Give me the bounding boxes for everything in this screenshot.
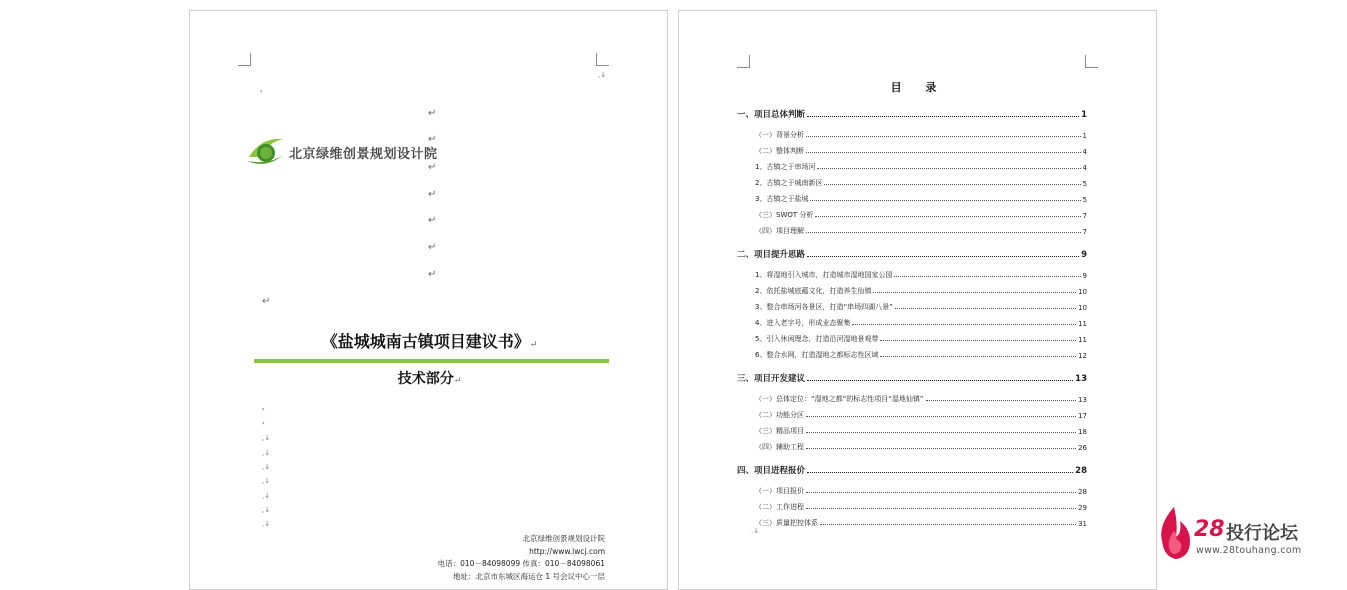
paragraph-mark: ↵ bbox=[428, 215, 437, 226]
toc-entry-label: （二）整体判断 bbox=[755, 147, 804, 155]
toc-leader-dots bbox=[852, 324, 1076, 325]
toc-leader-dots bbox=[894, 276, 1080, 277]
toc-entry-label: （三）SWOT 分析 bbox=[755, 211, 814, 219]
toc-section-entry[interactable] bbox=[737, 286, 1087, 296]
toc-entry-page: 13 bbox=[1078, 396, 1087, 404]
paragraph-mark: ,↓ bbox=[262, 506, 271, 514]
document-title: 《盐城城南古镇项目建议书》↵ bbox=[321, 332, 538, 351]
toc-entry-label: 2、古镇之于城南新区 bbox=[755, 179, 823, 187]
toc-leader-dots bbox=[806, 432, 1076, 433]
flame-icon bbox=[1154, 505, 1194, 561]
toc-entry-label: 1、将湿地引入城市，打造城市湿地国家公园 bbox=[755, 271, 893, 279]
toc-entry-label: （三）精品项目 bbox=[755, 427, 804, 435]
toc-leader-dots bbox=[815, 216, 1080, 217]
paragraph-mark: ,↓ bbox=[262, 463, 271, 471]
toc-entry-label: 四、项目进程报价 bbox=[737, 466, 806, 476]
toc-entry-page: 9 bbox=[1082, 272, 1087, 280]
toc-leader-dots bbox=[807, 116, 1079, 117]
toc-entry-page: 29 bbox=[1078, 504, 1087, 512]
paragraph-mark: ↵ bbox=[428, 189, 437, 200]
contact-org: 北京绿维创景规划设计院 bbox=[522, 534, 605, 543]
toc-leader-dots bbox=[807, 472, 1073, 473]
crop-mark bbox=[596, 53, 609, 66]
toc-section-entry[interactable] bbox=[737, 130, 1087, 140]
toc-chapter-entry[interactable] bbox=[737, 372, 1087, 384]
toc-chapter-entry[interactable] bbox=[737, 248, 1087, 260]
toc-leader-dots bbox=[873, 292, 1076, 293]
toc-entry-label: （四）项目理解 bbox=[755, 227, 804, 235]
toc-title: 目 录 bbox=[890, 81, 947, 94]
toc-entry-label: 二、项目提升思路 bbox=[737, 250, 806, 260]
toc-entry-page: 11 bbox=[1078, 336, 1087, 344]
paragraph-mark: ,↓ bbox=[262, 492, 271, 500]
toc-leader-dots bbox=[806, 152, 1081, 153]
paragraph-mark: ↵ bbox=[428, 162, 437, 173]
toc-entry-page: 12 bbox=[1078, 352, 1087, 360]
toc-section-entry[interactable] bbox=[737, 394, 1087, 404]
paragraph-mark: ⸗ bbox=[262, 419, 265, 427]
paragraph-mark: ,↓ bbox=[262, 434, 271, 442]
paragraph-mark: ,↓ bbox=[262, 477, 271, 485]
toc-entry-label: 5、引入休闲理念，打造沿河湿地景观带 bbox=[755, 335, 879, 343]
toc-entry-page: 5 bbox=[1082, 180, 1087, 188]
watermark-url: www.28touhang.com bbox=[1196, 545, 1302, 556]
paragraph-mark: ,↓ bbox=[598, 71, 607, 79]
toc-leader-dots bbox=[806, 448, 1076, 449]
toc-leader-dots bbox=[824, 184, 1080, 185]
toc-entry-page: 4 bbox=[1082, 148, 1087, 156]
toc-leader-dots bbox=[806, 492, 1076, 493]
toc-leader-dots bbox=[806, 232, 1081, 233]
paragraph-mark: ↵ bbox=[262, 296, 271, 307]
paragraph-mark: ,↓ bbox=[262, 520, 271, 528]
toc-leader-dots bbox=[880, 340, 1076, 341]
toc-entry-label: 4、进入老字号，形成业态聚集 bbox=[755, 319, 851, 327]
toc-entry-label: 三、项目开发建议 bbox=[737, 374, 806, 384]
toc-section-entry[interactable] bbox=[737, 270, 1087, 280]
toc-entry-label: （一）项目报价 bbox=[755, 487, 804, 495]
toc-leader-dots bbox=[807, 256, 1079, 257]
toc-entry-label: （二）工作进程 bbox=[755, 503, 804, 511]
toc-leader-dots bbox=[806, 136, 1081, 137]
paragraph-mark: ↵ bbox=[428, 242, 437, 253]
crop-mark bbox=[238, 53, 251, 66]
toc-page bbox=[678, 10, 1157, 590]
toc-entry-label: 2、依托盐城底蕴文化，打造养生仙镇 bbox=[755, 287, 872, 295]
toc-entry-label: （四）辅助工程 bbox=[755, 443, 804, 451]
toc-leader-dots bbox=[810, 200, 1080, 201]
org-logo bbox=[247, 135, 438, 169]
toc-entry-page: 1 bbox=[1081, 110, 1087, 120]
toc-leader-dots bbox=[806, 416, 1076, 417]
toc-section-entry[interactable] bbox=[737, 226, 1087, 236]
toc-entry-page: 10 bbox=[1078, 304, 1087, 312]
toc-entry-page: 11 bbox=[1078, 320, 1087, 328]
toc-entry-page: 31 bbox=[1078, 520, 1087, 528]
org-logo-icon bbox=[247, 135, 285, 169]
toc-entry-page: 10 bbox=[1078, 288, 1087, 296]
toc-section-entry[interactable] bbox=[737, 162, 1087, 172]
paragraph-mark: ↵ bbox=[428, 108, 437, 119]
contact-url: http://www.lwcj.com bbox=[529, 546, 605, 556]
toc-leader-dots bbox=[926, 400, 1077, 401]
paragraph-mark: .↓ bbox=[751, 527, 760, 535]
toc-leader-dots bbox=[820, 524, 1076, 525]
toc-entry-page: 1 bbox=[1082, 132, 1087, 140]
toc-leader-dots bbox=[880, 356, 1076, 357]
toc-section-entry[interactable] bbox=[737, 502, 1087, 512]
toc-entry-page: 7 bbox=[1082, 228, 1087, 236]
contact-address: 地址：北京市东城区海运仓 1 号会议中心一层 bbox=[452, 571, 605, 581]
title-divider bbox=[254, 359, 609, 363]
toc-section-entry[interactable] bbox=[737, 334, 1087, 344]
toc-section-entry[interactable] bbox=[737, 350, 1087, 360]
paragraph-mark: ,↓ bbox=[262, 449, 271, 457]
toc-section-entry[interactable] bbox=[737, 178, 1087, 188]
toc-entry-page: 13 bbox=[1075, 374, 1087, 384]
toc-entry-page: 26 bbox=[1078, 444, 1087, 452]
watermark-number: 28 bbox=[1194, 517, 1225, 542]
toc-entry-page: 7 bbox=[1082, 212, 1087, 220]
toc-chapter-entry[interactable] bbox=[737, 464, 1087, 476]
paragraph-mark: ↵ bbox=[428, 269, 437, 280]
toc-entry-page: 17 bbox=[1078, 412, 1087, 420]
toc-leader-dots bbox=[807, 380, 1073, 381]
toc-section-entry[interactable] bbox=[737, 442, 1087, 452]
watermark-text: 投行论坛 bbox=[1226, 523, 1298, 544]
toc-section-entry[interactable] bbox=[737, 302, 1087, 312]
toc-entry-page: 4 bbox=[1082, 164, 1087, 172]
toc-section-entry[interactable] bbox=[737, 146, 1087, 156]
toc-section-entry[interactable] bbox=[737, 210, 1087, 220]
toc-entry-label: （三）质量把控体系 bbox=[755, 519, 818, 527]
toc-entry-label: 一、项目总体判断 bbox=[737, 110, 806, 120]
cover-page bbox=[189, 10, 668, 590]
toc-entry-label: 3、整合串场河各景区，打造“串场四湖八景” bbox=[755, 303, 893, 311]
toc-section-entry[interactable] bbox=[737, 426, 1087, 436]
toc-section-entry[interactable] bbox=[737, 518, 1087, 528]
toc-entry-label: （二）功能分区 bbox=[755, 411, 804, 419]
contact-block bbox=[438, 533, 605, 583]
contact-phone-fax: 电话：010－84098099 传真：010－84098061 bbox=[437, 559, 605, 568]
paragraph-mark: ⸗ bbox=[262, 405, 265, 413]
org-logo-text: 北京绿维创景规划设计院 bbox=[289, 146, 438, 162]
toc-entry-label: （一）背景分析 bbox=[755, 131, 804, 139]
toc-entry-label: （一）总体定位：“湿地之都”的标志性项目“湿地仙镇” bbox=[755, 395, 924, 403]
paragraph-mark: ⸗ bbox=[260, 87, 263, 95]
toc-entry-label: 3、古镇之于盐城 bbox=[755, 195, 809, 203]
toc-leader-dots bbox=[895, 308, 1076, 309]
toc-entry-label: 6、整合水网，打造湿地之都标志性区域 bbox=[755, 351, 879, 359]
document-subtitle: 技术部分↵ bbox=[397, 371, 462, 387]
toc-leader-dots bbox=[806, 508, 1076, 509]
forum-watermark bbox=[1152, 505, 1332, 565]
toc-section-entry[interactable] bbox=[737, 194, 1087, 204]
toc-entry-page: 9 bbox=[1081, 250, 1087, 260]
crop-mark bbox=[1085, 55, 1098, 68]
toc-entry-label: 1、古镇之于串场河 bbox=[755, 163, 816, 171]
toc-entry-page: 28 bbox=[1075, 466, 1087, 476]
toc-section-entry[interactable] bbox=[737, 486, 1087, 496]
toc-entry-page: 28 bbox=[1078, 488, 1087, 496]
toc-entry-page: 5 bbox=[1082, 196, 1087, 204]
toc-chapter-entry[interactable] bbox=[737, 108, 1087, 120]
toc-leader-dots bbox=[817, 168, 1080, 169]
paragraph-mark: ↵ bbox=[428, 134, 437, 145]
crop-mark bbox=[737, 55, 750, 68]
toc-section-entry[interactable] bbox=[737, 318, 1087, 328]
toc-section-entry[interactable] bbox=[737, 410, 1087, 420]
toc-entry-page: 18 bbox=[1078, 428, 1087, 436]
